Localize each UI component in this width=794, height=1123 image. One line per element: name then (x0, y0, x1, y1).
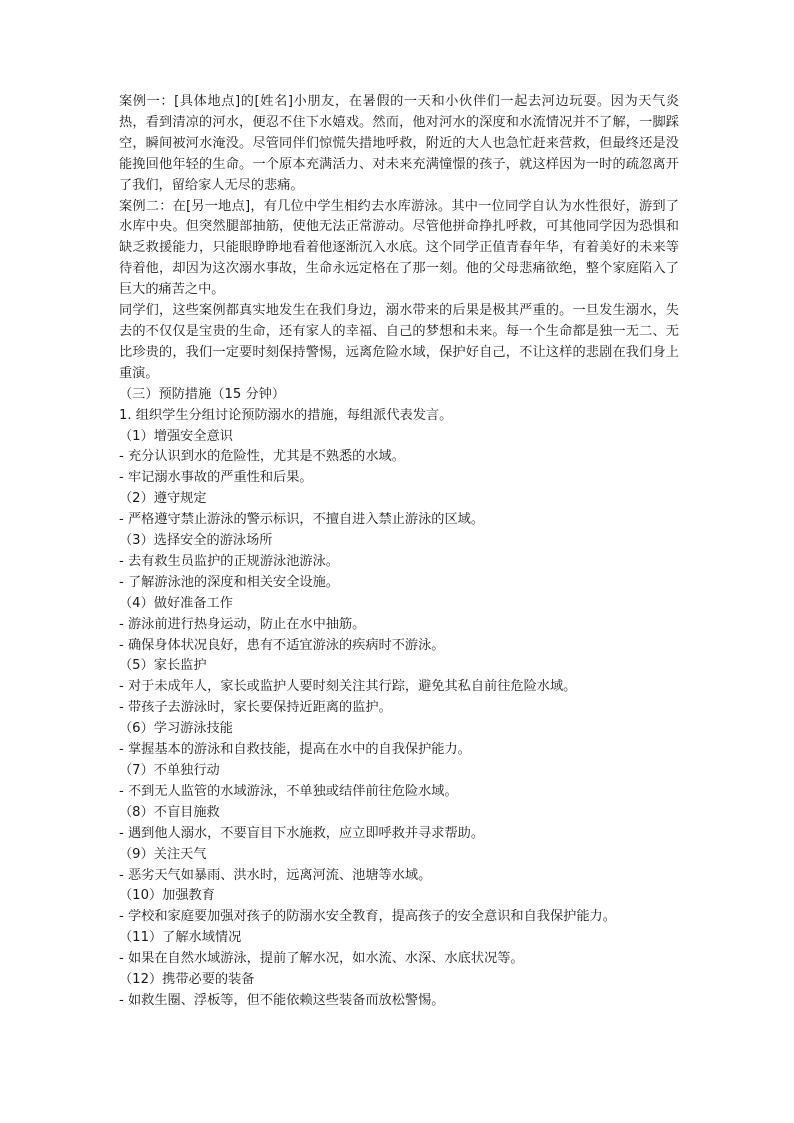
measure-heading: （3）选择安全的游泳场所 (119, 533, 273, 549)
measure-heading: （11）了解水域情况 (119, 930, 242, 946)
measure-heading: （5）家长监护 (119, 658, 207, 674)
measure-heading: （2）遵守规定 (119, 491, 207, 507)
measure-item: - 学校和家庭要加强对孩子的防溺水安全教育，提高孩子的安全意识和自我保护能力。 (119, 909, 616, 925)
measure-item: - 去有救生员监护的正规游泳池游泳。 (119, 553, 339, 569)
measure-item: - 掌握基本的游泳和自救技能，提高在水中的自我保护能力。 (119, 742, 471, 758)
measure-heading: （6）学习游泳技能 (119, 721, 233, 737)
measure-heading: （10）加强教育 (119, 888, 215, 904)
document-page (119, 92, 679, 1012)
measure-heading: （4）做好准备工作 (119, 595, 233, 611)
measure-item: - 严格遵守禁止游泳的警示标识，不擅自进入禁止游泳的区域。 (119, 512, 485, 528)
measure-item: - 确保身体状况良好，患有不适宜游泳的疾病时不游泳。 (119, 637, 445, 653)
measure-item: - 对于未成年人，家长或监护人要时刻关注其行踪，避免其私自前往危险水域。 (119, 679, 577, 695)
instruction-line: 1. 组织学生分组讨论预防溺水的措施，每组派代表发言。 (119, 407, 453, 423)
measure-item: - 牢记溺水事故的严重性和后果。 (119, 470, 313, 486)
measure-item: - 恶劣天气如暴雨、洪水时，远离河流、池塘等水域。 (119, 867, 432, 883)
measure-item: - 游泳前进行热身运动，防止在水中抽筋。 (119, 616, 366, 632)
section-heading: （三）预防措施（15 分钟） (119, 386, 286, 402)
measure-heading: （12）携带必要的装备 (119, 972, 255, 988)
measure-item: - 充分认识到水的危险性，尤其是不熟悉的水域。 (119, 449, 405, 465)
measure-heading: （9）关注天气 (119, 846, 207, 862)
summary-paragraph: 同学们，这些案例都真实地发生在我们身边，溺水带来的后果是极其严重的。一旦发生溺水，失去的不仅仅是宝贵的生命，还有家人的幸福、自己的梦想和未来。每一个生命都是独一无二、无比珍贵的，我们一定要时刻保持警惕，远离危险水域，保护好自己，不让这样的悲剧在我们身上重演。 (119, 303, 679, 381)
measure-heading: （1）增强安全意识 (119, 428, 233, 444)
measure-heading: （7）不单独行动 (119, 763, 220, 778)
case-one-paragraph: 案例一：[具体地点]的[姓名]小朋友，在暑假的一天和小伙伴们一起去河边玩耍。因为天气炎热，看到清凉的河水，便忍不住下水嬉戏。然而，他对河水的深度和水流情况并不了解，一脚踩空，瞬间被河水淹没。尽管同伴们惊慌失措地呼救，附近的大人也急忙赶来营救，但最终还是没能挽回他年轻的生命。一个原本充满活力、对未来充满憧憬的孩子，就这样因为一时的疏忽离开了我们，留给家人无尽的悲痛。 (119, 94, 679, 193)
measure-item: - 如救生圈、浮板等，但不能依赖这些装备而放松警惕。 (119, 992, 445, 1008)
measure-item: - 如果在自然水域游泳，提前了解水况，如水流、水深、水底状况等。 (119, 951, 524, 967)
measure-item: - 遇到他人溺水，不要盲目下水施救，应立即呼救并寻求帮助。 (119, 825, 485, 841)
measure-heading: （8）不盲目施救 (119, 804, 220, 820)
measure-item: - 带孩子去游泳时，家长要保持近距离的监护。 (119, 700, 392, 716)
measure-item: - 了解游泳池的深度和相关安全设施。 (119, 574, 339, 590)
measure-item: - 不到无人监管的水域游泳，不单独或结伴前往危险水域。 (119, 783, 458, 799)
case-two-paragraph: 案例二：在[另一地点]，有几位中学生相约去水库游泳。其中一位同学自认为水性很好，游到了水库中央。但突然腿部抽筋，使他无法正常游动。尽管他拼命挣扎呼救，可其他同学因为恐惧和缺乏救援能力，只能眼睁睁地看着他逐渐沉入水底。这个同学正值青春年华，有着美好的未来等待着他，却因为这次溺水事故，生命永远定格在了那一刻。他的父母悲痛欲绝，整个家庭陷入了巨大的痛苦之中。 (119, 198, 679, 298)
